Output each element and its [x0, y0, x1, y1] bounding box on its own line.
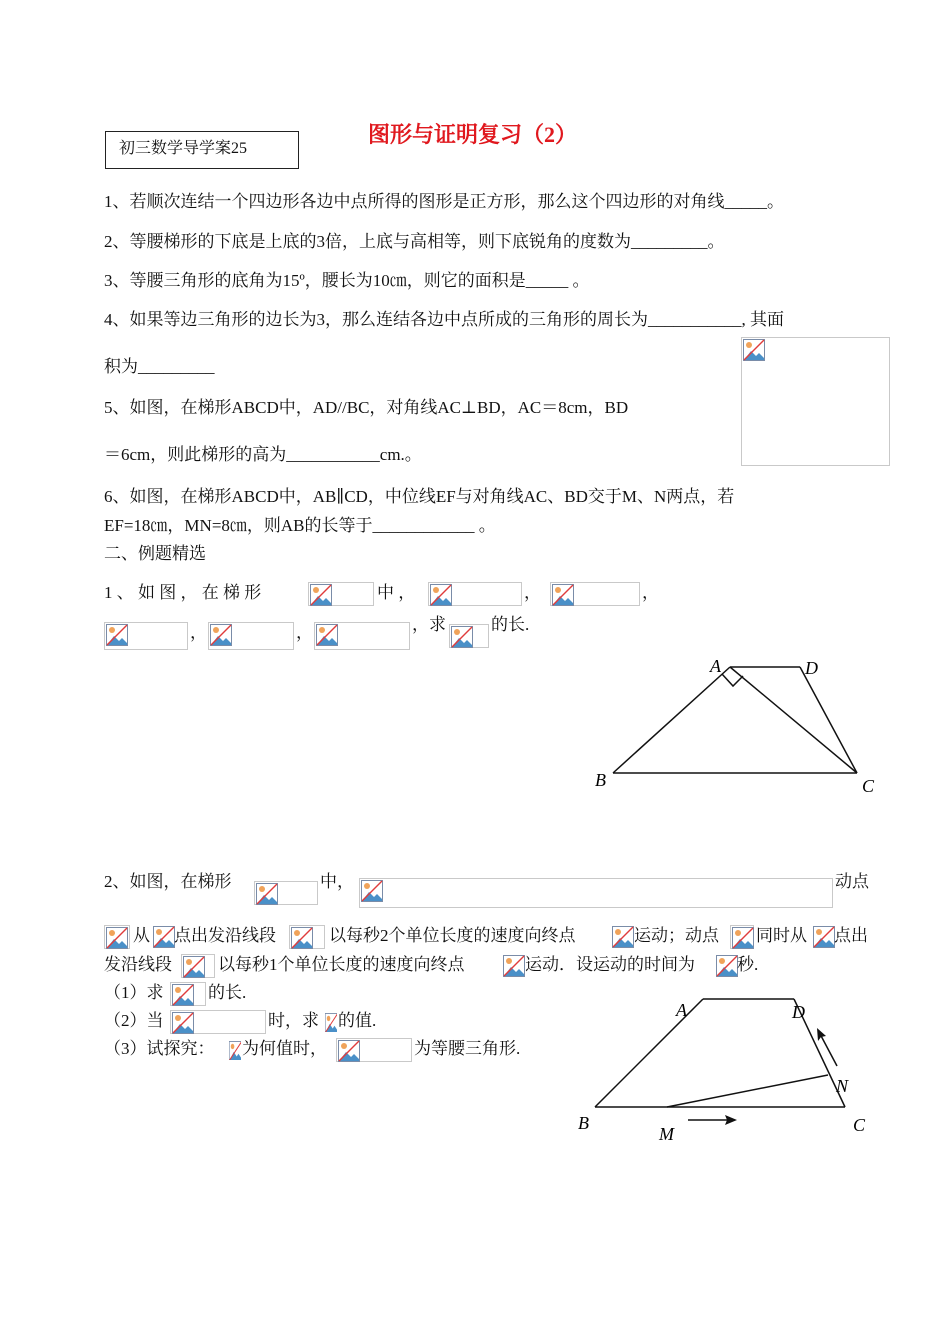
figure-2-trapezoid [570, 990, 880, 1150]
question-4-line2: 积为_________ [104, 357, 215, 376]
formula-image [730, 925, 754, 949]
vertex-label-C: C [862, 776, 875, 796]
ex2-line2-e: 同时从 [756, 926, 807, 945]
broken-image-icon [612, 926, 634, 948]
vertex-label-B: B [595, 770, 606, 790]
ex2-line3-d: 秒. [737, 955, 759, 974]
comma: ， [642, 583, 659, 602]
comma: ， [524, 583, 541, 602]
question-5-line2: ＝6cm，则此梯形的高为___________cm.。 [104, 445, 422, 464]
vertex-label-A: A [710, 656, 721, 676]
question-4-line1: 4、如果等边三角形的边长为3，那么连结各边中点所成的三角形的周长为___________, 其面 [104, 310, 784, 329]
broken-image-icon [361, 880, 383, 902]
broken-image-icon [106, 927, 128, 949]
vertex-label-D: D [792, 1002, 805, 1022]
formula-image [502, 954, 524, 976]
figure-1-trapezoid [585, 650, 885, 800]
question-6-line1: 6、如图，在梯形ABCD中，AB∥CD，中位线EF与对角线AC、BD交于M、N两点，若 [104, 487, 735, 506]
broken-image-icon [210, 624, 232, 646]
broken-image-icon [552, 584, 574, 606]
question-2: 2、等腰梯形的下底是上底的3倍，上底与高相等，则下底锐角的度数为_________。 [104, 232, 725, 251]
formula-image [104, 622, 188, 650]
broken-image-icon [732, 927, 754, 949]
ex2-line1-a: 2、如图，在梯形 [104, 872, 232, 891]
ex2-line2-f: 点出 [834, 926, 868, 945]
arrow-up-icon [817, 1028, 826, 1041]
part-2-a: （2）当 [104, 1011, 164, 1030]
broken-image-icon [743, 339, 765, 361]
doc-label-box: 初三数学导学案25 [105, 131, 299, 169]
formula-image [208, 622, 294, 650]
broken-image-icon [291, 927, 313, 949]
formula-image [254, 881, 318, 905]
formula-image [715, 954, 737, 976]
part-3-a: （3）试探究： [104, 1039, 215, 1058]
image-placeholder [741, 337, 890, 466]
formula-image [611, 925, 633, 947]
formula-image [308, 582, 374, 606]
ex1-text-b: 中 ， [377, 583, 416, 602]
formula-image [812, 925, 834, 947]
question-1: 1、若顺次连结一个四边形各边中点所得的图形是正方形，那么这个四边形的对角线_____。 [104, 192, 784, 211]
broken-image-icon [430, 584, 452, 606]
broken-image-icon [310, 584, 332, 606]
part-1-a: （1）求 [104, 983, 164, 1002]
broken-image-icon [451, 626, 473, 648]
ex2-line2-a: 从 [133, 926, 150, 945]
formula-image [170, 1010, 266, 1034]
formula-image [324, 1012, 337, 1032]
formula-image [359, 878, 833, 908]
page-title: 图形与证明复习（2） [368, 122, 578, 147]
formula-image [314, 622, 410, 650]
formula-image [104, 925, 130, 949]
part-3-b: 为何值时， [242, 1039, 327, 1058]
ex1-text-d: 的长. [491, 615, 530, 634]
broken-image-icon [172, 1012, 194, 1034]
broken-image-icon [256, 883, 278, 905]
comma: ， [296, 623, 313, 642]
vertex-label-N: N [836, 1076, 849, 1096]
formula-image [428, 582, 522, 606]
ex2-line3-b: 以每秒1个单位长度的速度向终点 [218, 955, 465, 974]
vertex-label-D: D [805, 658, 818, 678]
section-heading: 二、例题精选 [104, 544, 206, 563]
broken-image-icon [325, 1013, 337, 1032]
ex2-line2-c: 以每秒2个单位长度的速度向终点 [329, 926, 576, 945]
vertex-label-M: M [659, 1124, 674, 1144]
part-1-b: 的长. [208, 983, 247, 1002]
formula-image [289, 925, 325, 949]
vertex-label-C: C [853, 1115, 866, 1135]
question-5-line1: 5、如图，在梯形ABCD中，AD//BC，对角线AC⊥BD，AC＝8cm，BD [104, 398, 629, 417]
formula-image [181, 954, 215, 978]
broken-image-icon [316, 624, 338, 646]
ex1-text-c: ，求 [412, 615, 446, 634]
broken-image-icon [172, 984, 194, 1006]
formula-image [152, 925, 174, 947]
broken-image-icon [106, 624, 128, 646]
ex2-line2-d: 运动；动点 [634, 926, 719, 945]
formula-image [228, 1040, 241, 1060]
broken-image-icon [229, 1041, 241, 1060]
part-3-c: 为等腰三角形. [414, 1039, 521, 1058]
formula-image [170, 982, 206, 1006]
ex2-line3-c: 运动．设运动的时间为 [525, 955, 695, 974]
ex2-line1-c: 动点 [835, 872, 869, 891]
part-2-b: 时，求 [268, 1011, 319, 1030]
part-2-c: 的值. [338, 1011, 377, 1030]
question-3: 3、等腰三角形的底角为15º，腰长为10㎝，则它的面积是_____ 。 [104, 271, 590, 290]
ex2-line3-a: 发沿线段 [104, 955, 172, 974]
formula-image [449, 624, 489, 648]
formula-image [550, 582, 640, 606]
broken-image-icon [503, 955, 525, 977]
broken-image-icon [153, 926, 175, 948]
question-6-line2: EF=18㎝，MN=8㎝，则AB的长等于____________ 。 [104, 516, 496, 535]
ex1-text-a: 1 、 如 图 ， 在 梯 形 [104, 583, 262, 602]
ex2-line2-b: 点出发沿线段 [174, 926, 276, 945]
vertex-label-B: B [578, 1113, 589, 1133]
broken-image-icon [183, 956, 205, 978]
ex2-line1-b: 中， [320, 872, 354, 891]
vertex-label-A: A [676, 1000, 687, 1020]
broken-image-icon [716, 955, 738, 977]
comma: ， [190, 623, 207, 642]
formula-image [336, 1038, 412, 1062]
broken-image-icon [338, 1040, 360, 1062]
broken-image-icon [813, 926, 835, 948]
